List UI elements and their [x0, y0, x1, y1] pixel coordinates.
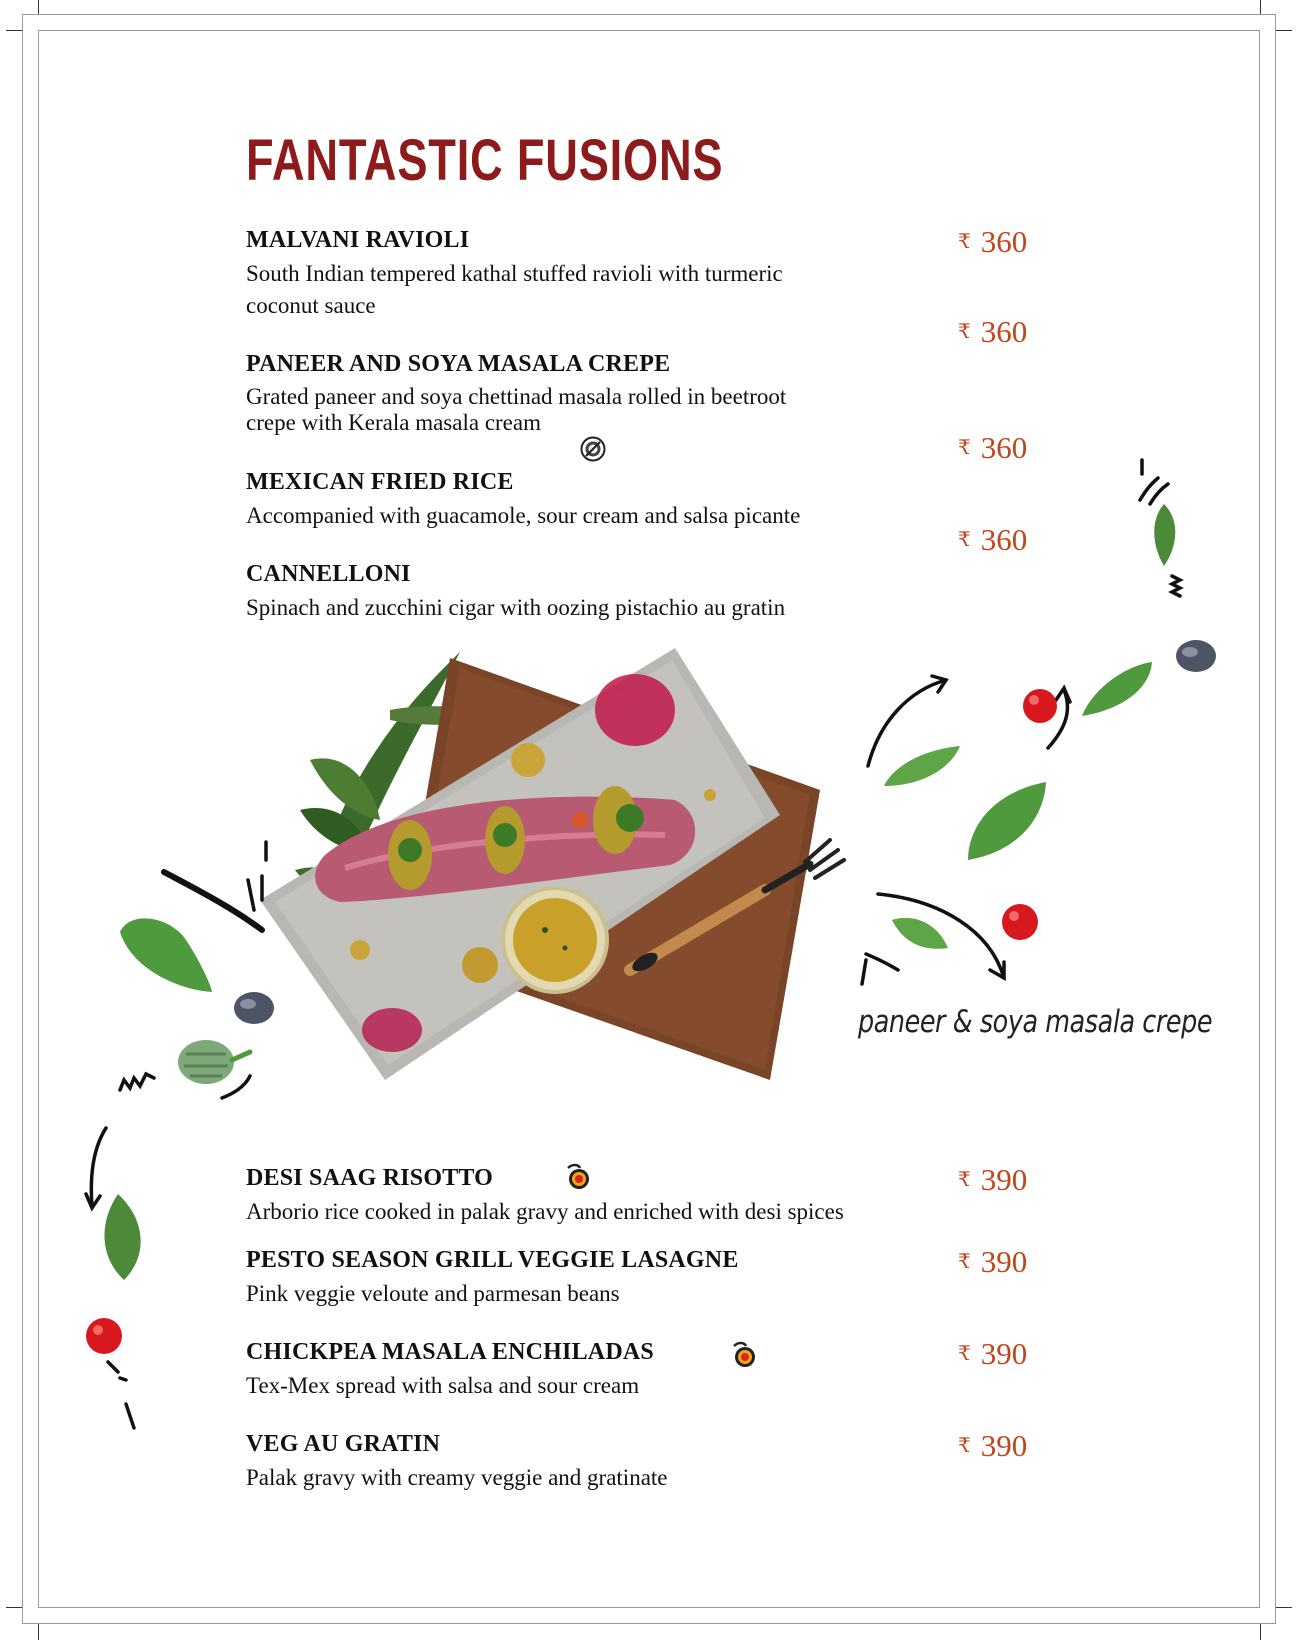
section-title: FANTASTIC FUSIONS: [246, 128, 724, 193]
item-price: [958, 224, 1027, 260]
menu-item-pesto-lasagne: [246, 1246, 906, 1310]
item-name: MEXICAN FRIED RICE: [246, 469, 514, 495]
price-value: 390: [980, 1244, 1028, 1279]
item-description: [246, 1370, 906, 1402]
item-price: [958, 430, 1027, 466]
item-description-line: Arborio rice cooked in palak gravy and enriched with desi spices: [246, 1199, 844, 1224]
item-price: [958, 1162, 1027, 1198]
item-description-line: South Indian tempered kathal stuffed ravioli with turmeric: [246, 261, 783, 286]
crop-mark: [1276, 1607, 1292, 1608]
item-name: PANEER AND SOYA MASALA CREPE: [246, 351, 671, 377]
crop-mark: [1276, 30, 1292, 31]
menu-item-cannelloni: [246, 560, 906, 624]
menu-item-mexican-fried-rice: [246, 468, 906, 532]
rupee-icon: ₹: [958, 1343, 971, 1365]
price-value: 360: [980, 224, 1028, 259]
item-description: [246, 1278, 906, 1310]
crop-mark: [6, 1607, 22, 1608]
item-price: [958, 1428, 1027, 1464]
item-description-line: coconut sauce: [246, 293, 376, 318]
spicy-chef-recommend-icon: [728, 1340, 758, 1370]
menu-item-chickpea-enchiladas: [246, 1338, 906, 1402]
item-description-line: Accompanied with guacamole, sour cream and salsa picante: [246, 503, 801, 528]
rupee-icon: ₹: [958, 1435, 971, 1457]
item-description: [246, 384, 906, 436]
item-name: CHICKPEA MASALA ENCHILADAS: [246, 1339, 654, 1365]
item-description-line: Palak gravy with creamy veggie and gratinate: [246, 1465, 668, 1490]
item-name: MALVANI RAVIOLI: [246, 227, 470, 253]
item-description: [246, 1462, 906, 1494]
rupee-icon: ₹: [958, 321, 971, 343]
item-price: [958, 314, 1027, 350]
price-value: 390: [980, 1162, 1028, 1197]
price-value: 360: [980, 314, 1028, 349]
rupee-icon: ₹: [958, 437, 971, 459]
item-description: [246, 1196, 906, 1228]
item-name: PESTO SEASON GRILL VEGGIE LASAGNE: [246, 1247, 739, 1273]
menu-item-malvani-ravioli: [246, 226, 906, 322]
spicy-chef-recommend-icon: [562, 1162, 592, 1192]
crop-mark: [6, 30, 22, 31]
item-description: [246, 258, 906, 322]
price-value: 390: [980, 1428, 1028, 1463]
item-name: DESI SAAG RISOTTO: [246, 1165, 494, 1191]
item-description-line: Spinach and zucchini cigar with oozing pistachio au gratin: [246, 595, 786, 620]
rupee-icon: ₹: [958, 1251, 971, 1273]
item-description: [246, 592, 906, 624]
item-description-line: crepe with Kerala masala cream: [246, 410, 541, 435]
item-price: [958, 1336, 1027, 1372]
item-description-line: Pink veggie veloute and parmesan beans: [246, 1281, 620, 1306]
rupee-icon: ₹: [958, 529, 971, 551]
crop-mark: [38, 1624, 39, 1640]
item-description-line: Grated paneer and soya chettinad masala rolled in beetroot: [246, 384, 787, 409]
price-value: 360: [980, 522, 1028, 557]
crop-mark: [38, 0, 39, 14]
item-price: [958, 522, 1027, 558]
item-description-line: Tex-Mex spread with salsa and sour cream: [246, 1373, 640, 1398]
item-name: CANNELLONI: [246, 561, 411, 587]
price-value: 390: [980, 1336, 1028, 1371]
menu-item-paneer-soya-crepe: [246, 350, 906, 436]
no-onion-garlic-icon: [580, 436, 606, 462]
food-photo: [160, 640, 920, 1130]
item-description: [246, 500, 906, 532]
sauce-bowl: [503, 888, 607, 992]
item-name: VEG AU GRATIN: [246, 1431, 441, 1457]
item-price: [958, 1244, 1027, 1280]
price-value: 360: [980, 430, 1028, 465]
rupee-icon: ₹: [958, 1169, 971, 1191]
menu-item-veg-au-gratin: [246, 1430, 906, 1494]
crop-mark: [1260, 0, 1261, 14]
crop-mark: [1260, 1624, 1261, 1640]
photo-caption: paneer & soya masala crepe: [858, 1004, 1213, 1040]
rupee-icon: ₹: [958, 231, 971, 253]
